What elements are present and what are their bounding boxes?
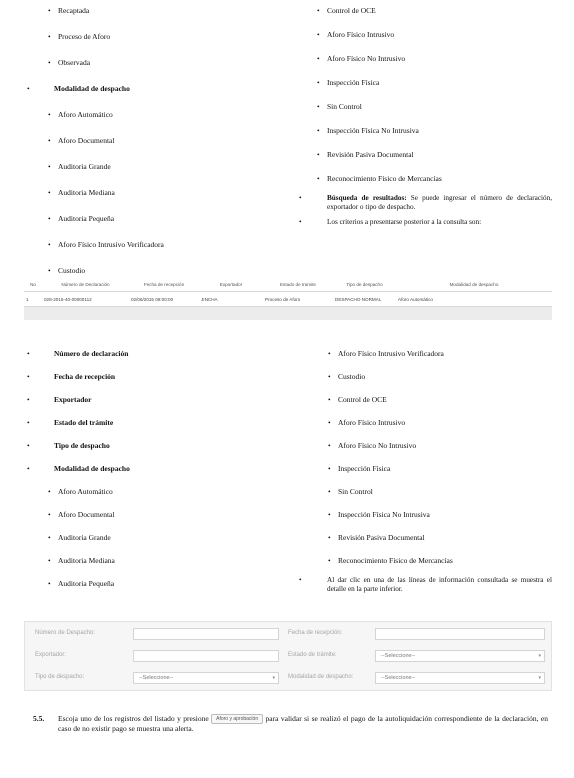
table-cell: 1 [26, 296, 29, 302]
table-cell: JINCHA [201, 296, 218, 302]
list-item: • Custodio [338, 372, 552, 381]
list-item: • Recaptada [58, 6, 258, 15]
list-item: • Tipo de despacho [54, 441, 258, 450]
list-item: • Modalidad de despacho [54, 464, 258, 473]
list-item: • Auditoria Grande [58, 533, 258, 542]
busqueda-paragraph [327, 194, 552, 211]
list-item: • Observada [58, 58, 258, 67]
results-table [24, 277, 552, 320]
estado-label: Estado de trámite: [288, 652, 337, 658]
list-item: • Aforo Documental [58, 136, 258, 145]
list-item: • Aforo Físico Intrusivo Verificadora [58, 240, 258, 249]
click-paragraph: • Al dar clic en una de las líneas de información consultada se muestra el detalle en la parte inferior. [327, 576, 552, 593]
col-header-modalidad[interactable]: Modalidad de despacho [396, 277, 552, 292]
top-left-list [54, 6, 258, 275]
modalidad-select-value: --Seleccione-- [381, 675, 416, 681]
estado-select[interactable] [375, 650, 545, 662]
fecha-input[interactable] [375, 628, 545, 640]
exportador-label: Exportador: [35, 652, 67, 658]
table-cell: Aforo Automático [398, 296, 433, 302]
list-item: • Auditoria Grande [58, 162, 258, 171]
table-header-row [24, 277, 552, 292]
list-item: • Sin Control [338, 487, 552, 496]
modalidad-label: Modalidad de despacho: [288, 674, 354, 680]
exportador-input[interactable] [133, 650, 279, 662]
estado-select-value: --Seleccione-- [381, 653, 416, 659]
table-cell: Proceso de Aforo [265, 296, 301, 302]
col-header-exportador[interactable]: Exportador [199, 277, 263, 292]
list-item: • Aforo Automático [58, 487, 258, 496]
list-item: • Custodio [58, 266, 258, 275]
list-item: • Aforo Físico Intrusivo [338, 418, 552, 427]
col-header-tipo[interactable]: Tipo de despacho [333, 277, 396, 292]
list-item: • Inspección Física [338, 464, 552, 473]
section-paragraph [58, 714, 548, 734]
list-item: • Auditoria Pequeña [58, 214, 258, 223]
busqueda-text: Se puede ingresar el número de declaración, exportador o tipo de despacho. [327, 194, 552, 211]
tipo-select-value: --Seleccione-- [139, 675, 174, 681]
list-item: • Aforo Físico Intrusivo [327, 30, 552, 39]
table-empty-cell [24, 307, 552, 321]
table-cell: 02/06/2015 08:00:00 [131, 296, 174, 302]
chevron-down-icon: ▾ [538, 675, 541, 681]
chevron-down-icon: ▾ [538, 653, 541, 659]
col-header-estado[interactable]: Estado de tramite [263, 277, 333, 292]
list-item: • Aforo Automático [58, 110, 258, 119]
list-item: • Aforo Físico No Intrusivo [327, 54, 552, 63]
table-cell: 028-2015-40-00000112 [44, 296, 92, 302]
list-item: • Reconocimiento Físico de Mercancías [327, 174, 552, 183]
col-header-fecha[interactable]: Fecha de recepción [129, 277, 199, 292]
list-item: • Control de OCE [327, 6, 552, 15]
list-item: • Aforo Documental [58, 510, 258, 519]
mid-right-list [327, 349, 552, 593]
busqueda-label: Búsqueda de resultados: [327, 194, 407, 202]
list-item: • Estado del trámite [54, 418, 258, 427]
list-item: • Revisión Pasiva Documental [327, 150, 552, 159]
table-empty-row [24, 307, 552, 321]
list-item: • Inspección Física No Intrusiva [327, 126, 552, 135]
aforo-aprobacion-button[interactable]: Aforo y aprobación [211, 714, 263, 724]
fecha-label: Fecha de recepción: [288, 630, 343, 636]
list-item: • Fecha de recepción [54, 372, 258, 381]
list-item: • Inspección Física No Intrusiva [338, 510, 552, 519]
mid-left-list [54, 349, 258, 588]
section-number: 5.5. [33, 714, 45, 723]
numero-input[interactable] [133, 628, 279, 640]
chevron-down-icon: ▾ [272, 675, 275, 681]
top-right-list [327, 6, 552, 227]
modalidad-select[interactable] [375, 672, 545, 684]
section-text-after: para validar si se realizó el pago de la autoliquidación correspondiente de la declaración, en caso de no existir pago se muestra una alerta. [58, 714, 549, 733]
table-cell: DESPACHO NORMAL [335, 296, 382, 302]
table-row[interactable] [24, 292, 552, 307]
list-item: • Aforo Físico No Intrusivo [338, 441, 552, 450]
list-item: • Número de declaración [54, 349, 258, 358]
list-item: • Aforo Físico Intrusivo Verificadora [338, 349, 552, 358]
list-item: • Auditoria Mediana [58, 556, 258, 565]
tipo-label: Tipo de despacho: [35, 674, 85, 680]
list-item: • Control de OCE [338, 395, 552, 404]
numero-label: Número de Despacho: [35, 630, 96, 636]
tipo-select[interactable] [133, 672, 279, 684]
list-item: • Reconocimiento Físico de Mercancías [338, 556, 552, 565]
list-item: • Sin Control [327, 102, 552, 111]
list-item: • Inspección Física [327, 78, 552, 87]
list-item: • Auditoria Mediana [58, 188, 258, 197]
col-header-no[interactable]: No [24, 277, 42, 292]
list-item: • Proceso de Aforo [58, 32, 258, 41]
list-item: • Revisión Pasiva Documental [338, 533, 552, 542]
criterios-paragraph: • Los criterios a presentarse posterior a la consulta son: [327, 218, 552, 227]
section-text-before: Escoja uno de los registros del listado y presione [58, 714, 209, 723]
filter-form [24, 621, 552, 691]
list-item: • Modalidad de despacho [54, 84, 258, 93]
list-item: • Auditoria Pequeña [58, 579, 258, 588]
col-header-declaracion[interactable]: Número de Declaración [42, 277, 129, 292]
list-item: • Exportador [54, 395, 258, 404]
